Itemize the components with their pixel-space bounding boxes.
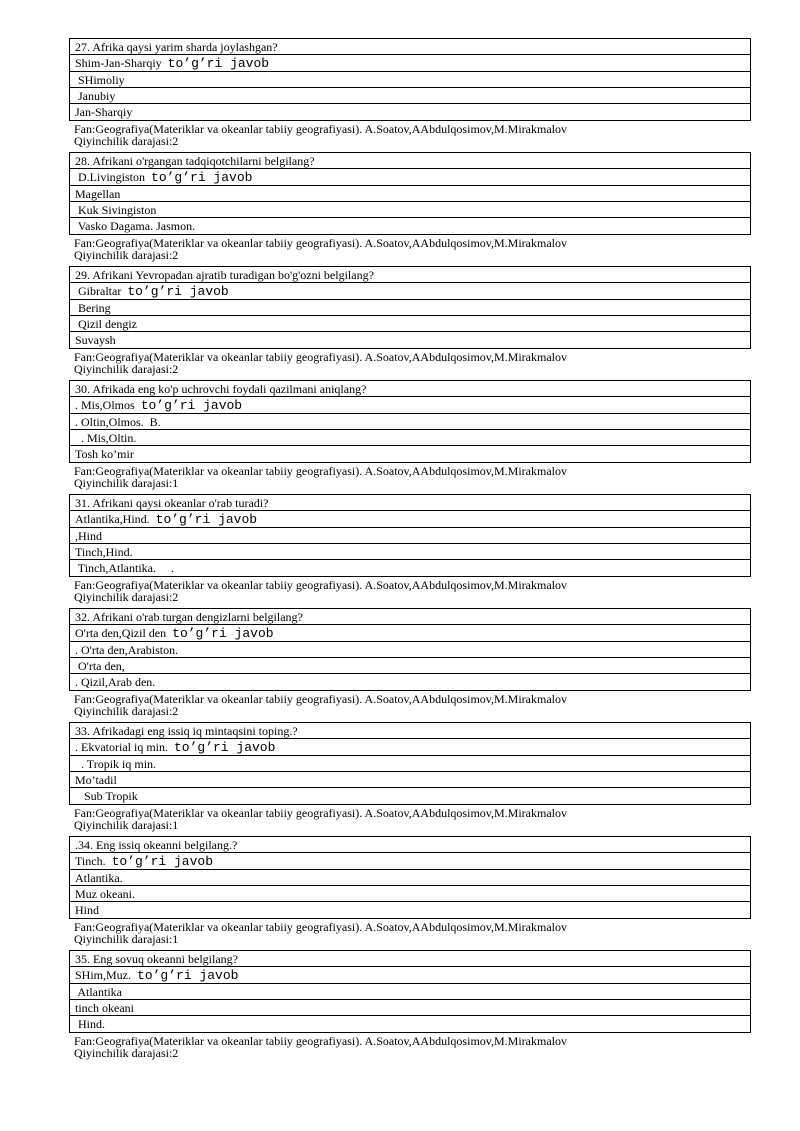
answer-option-text: . Ekvatorial iq min. <box>75 740 168 754</box>
question-text: 31. Afrikani qaysi okeanlar o'rab turadi? <box>70 495 750 511</box>
question-table <box>69 494 751 577</box>
answer-option <box>70 984 750 1000</box>
answer-option <box>70 870 750 886</box>
answer-option <box>70 104 750 120</box>
answer-option-text: . Mis,Olmos <box>75 398 135 412</box>
answer-option <box>70 544 750 560</box>
answer-option <box>70 55 750 72</box>
correct-answer-mark: to’g’ri javob <box>127 284 229 299</box>
correct-answer-mark: to’g’ri javob <box>111 854 213 869</box>
answer-option-text: O'rta den, <box>75 659 125 673</box>
answer-option <box>70 560 750 576</box>
answer-option-text: Qizil dengiz <box>75 317 137 331</box>
answer-option <box>70 218 750 234</box>
answer-option-text: Tinch,Hind. <box>75 545 133 559</box>
question-block <box>69 266 751 380</box>
subject-source: Fan:Geografiya(Materiklar va okeanlar tabiiy geografiyasi). A.Soatov,AAbdulqosimov,M.Mirakmalov <box>74 692 567 706</box>
question-meta <box>69 349 751 380</box>
question-text: 35. Eng sovuq okeanni belgilang? <box>70 951 750 967</box>
answer-option <box>70 397 750 414</box>
answer-option <box>70 739 750 756</box>
answer-option-text: SHim,Muz. <box>75 968 132 982</box>
question-block <box>69 722 751 836</box>
question-table <box>69 266 751 349</box>
question-table <box>69 380 751 463</box>
answer-option-text: Muz okeani. <box>75 887 135 901</box>
answer-option-text: Magellan <box>75 187 121 201</box>
subject-source: Fan:Geografiya(Materiklar va okeanlar tabiiy geografiyasi). A.Soatov,AAbdulqosimov,M.Mirakmalov <box>74 578 567 592</box>
subject-source: Fan:Geografiya(Materiklar va okeanlar tabiiy geografiyasi). A.Soatov,AAbdulqosimov,M.Mirakmalov <box>74 236 567 250</box>
difficulty-level: Qiyinchilik darajasi:2 <box>74 248 179 262</box>
answer-option <box>70 72 750 88</box>
answer-option-text: . O'rta den,Arabiston. <box>75 643 179 657</box>
answer-option <box>70 642 750 658</box>
subject-source: Fan:Geografiya(Materiklar va okeanlar tabiiy geografiyasi). A.Soatov,AAbdulqosimov,M.Mirakmalov <box>74 464 567 478</box>
answer-option-text: Atlantika <box>75 985 122 999</box>
answer-option-text: Jan-Sharqiy <box>75 105 133 119</box>
answer-option-text: O'rta den,Qizil den <box>75 626 167 640</box>
answer-option <box>70 528 750 544</box>
answer-option <box>70 902 750 918</box>
difficulty-level: Qiyinchilik darajasi:1 <box>74 818 179 832</box>
question-text: 29. Afrikani Yevropadan ajratib turadigan bo'g'ozni belgilang? <box>70 267 750 283</box>
answer-option <box>70 674 750 690</box>
answer-option-text: Atlantika,Hind. <box>75 512 150 526</box>
question-meta <box>69 577 751 608</box>
answer-option-text: Tosh ko’mir <box>75 447 134 461</box>
question-block <box>69 836 751 950</box>
question-text: 27. Afrika qaysi yarim sharda joylashgan? <box>70 39 750 55</box>
correct-answer-mark: to’g’ri javob <box>151 170 253 185</box>
question-text: 32. Afrikani o'rab turgan dengizlarni belgilang? <box>70 609 750 625</box>
answer-option-text: ,Hind <box>75 529 102 543</box>
question-block <box>69 494 751 608</box>
answer-option-text: Sub Tropik <box>75 789 138 803</box>
answer-option <box>70 186 750 202</box>
answer-option <box>70 332 750 348</box>
correct-answer-mark: to’g’ri javob <box>173 740 276 755</box>
question-table <box>69 608 751 691</box>
subject-source: Fan:Geografiya(Materiklar va okeanlar tabiiy geografiyasi). A.Soatov,AAbdulqosimov,M.Mirakmalov <box>74 350 567 364</box>
answer-option <box>70 414 750 430</box>
answer-option <box>70 283 750 300</box>
answer-option <box>70 788 750 804</box>
answer-option <box>70 967 750 984</box>
question-block <box>69 380 751 494</box>
correct-answer-mark: to’g’ri javob <box>137 968 239 983</box>
answer-option-text: Kuk Sivingiston <box>75 203 157 217</box>
answer-option <box>70 886 750 902</box>
document-page <box>69 38 751 1064</box>
answer-option-text: Mo’tadil <box>75 773 117 787</box>
answer-option-text: tinch okeani <box>75 1001 134 1015</box>
question-meta <box>69 463 751 494</box>
answer-option-text: SHimoliy <box>75 73 125 87</box>
answer-option-text: Atlantika. <box>75 871 123 885</box>
question-block <box>69 38 751 152</box>
answer-option <box>70 756 750 772</box>
answer-option-text: . Qizil,Arab den. <box>75 675 156 689</box>
answer-option-text: Vasko Dagama. Jasmon. <box>75 219 196 233</box>
answer-option <box>70 1016 750 1032</box>
question-meta <box>69 691 751 722</box>
question-meta <box>69 121 751 152</box>
difficulty-level: Qiyinchilik darajasi:2 <box>74 134 179 148</box>
answer-option-text: Tinch. <box>75 854 106 868</box>
subject-source: Fan:Geografiya(Materiklar va okeanlar tabiiy geografiyasi). A.Soatov,AAbdulqosimov,M.Mirakmalov <box>74 122 567 136</box>
question-text: 28. Afrikani o'rgangan tadqiqotchilarni belgilang? <box>70 153 750 169</box>
answer-option <box>70 430 750 446</box>
answer-option-text: Gibraltar <box>75 284 122 298</box>
correct-answer-mark: to’g’ri javob <box>155 512 258 527</box>
difficulty-level: Qiyinchilik darajasi:2 <box>74 590 179 604</box>
correct-answer-mark: to’g’ri javob <box>172 626 274 641</box>
answer-option <box>70 169 750 186</box>
question-text: 33. Afrikadagi eng issiq iq mintaqsini toping.? <box>70 723 750 739</box>
question-block <box>69 152 751 266</box>
difficulty-level: Qiyinchilik darajasi:2 <box>74 1046 179 1060</box>
subject-source: Fan:Geografiya(Materiklar va okeanlar tabiiy geografiyasi). A.Soatov,AAbdulqosimov,M.Mirakmalov <box>74 920 567 934</box>
answer-option <box>70 772 750 788</box>
answer-option <box>70 853 750 870</box>
question-meta <box>69 1033 751 1064</box>
question-meta <box>69 235 751 266</box>
question-table <box>69 152 751 235</box>
answer-option-text: . Oltin,Olmos. B. <box>75 415 161 429</box>
question-table <box>69 836 751 919</box>
answer-option <box>70 625 750 642</box>
answer-option <box>70 658 750 674</box>
subject-source: Fan:Geografiya(Materiklar va okeanlar tabiiy geografiyasi). A.Soatov,AAbdulqosimov,M.Mirakmalov <box>74 806 567 820</box>
difficulty-level: Qiyinchilik darajasi:1 <box>74 932 179 946</box>
answer-option-text: . Tropik iq min. <box>75 757 157 771</box>
correct-answer-mark: to’g’ri javob <box>167 56 270 71</box>
question-meta <box>69 919 751 950</box>
answer-option <box>70 446 750 462</box>
answer-option <box>70 88 750 104</box>
answer-option <box>70 316 750 332</box>
question-table <box>69 38 751 121</box>
question-table <box>69 950 751 1033</box>
answer-option-text: Bering <box>75 301 111 315</box>
question-block <box>69 608 751 722</box>
difficulty-level: Qiyinchilik darajasi:1 <box>74 476 179 490</box>
difficulty-level: Qiyinchilik darajasi:2 <box>74 362 179 376</box>
question-table <box>69 722 751 805</box>
answer-option <box>70 202 750 218</box>
difficulty-level: Qiyinchilik darajasi:2 <box>74 704 179 718</box>
answer-option <box>70 1000 750 1016</box>
answer-option-text: Tinch,Atlantika. . <box>75 561 175 575</box>
answer-option-text: Janubiy <box>75 89 116 103</box>
question-text: .34. Eng issiq okeanni belgilang.? <box>70 837 750 853</box>
answer-option <box>70 511 750 528</box>
answer-option-text: . Mis,Oltin. <box>75 431 137 445</box>
subject-source: Fan:Geografiya(Materiklar va okeanlar tabiiy geografiyasi). A.Soatov,AAbdulqosimov,M.Mirakmalov <box>74 1034 567 1048</box>
question-block <box>69 950 751 1064</box>
answer-option-text: Hind. <box>75 1017 105 1031</box>
question-meta <box>69 805 751 836</box>
answer-option-text: Suvaysh <box>75 333 116 347</box>
answer-option-text: Shim-Jan-Sharqiy <box>75 56 162 70</box>
question-text: 30. Afrikada eng ko'p uchrovchi foydali qazilmani aniqlang? <box>70 381 750 397</box>
correct-answer-mark: to’g’ri javob <box>140 398 243 413</box>
answer-option-text: Hind <box>75 903 99 917</box>
answer-option <box>70 300 750 316</box>
answer-option-text: D.Livingiston <box>75 170 146 184</box>
